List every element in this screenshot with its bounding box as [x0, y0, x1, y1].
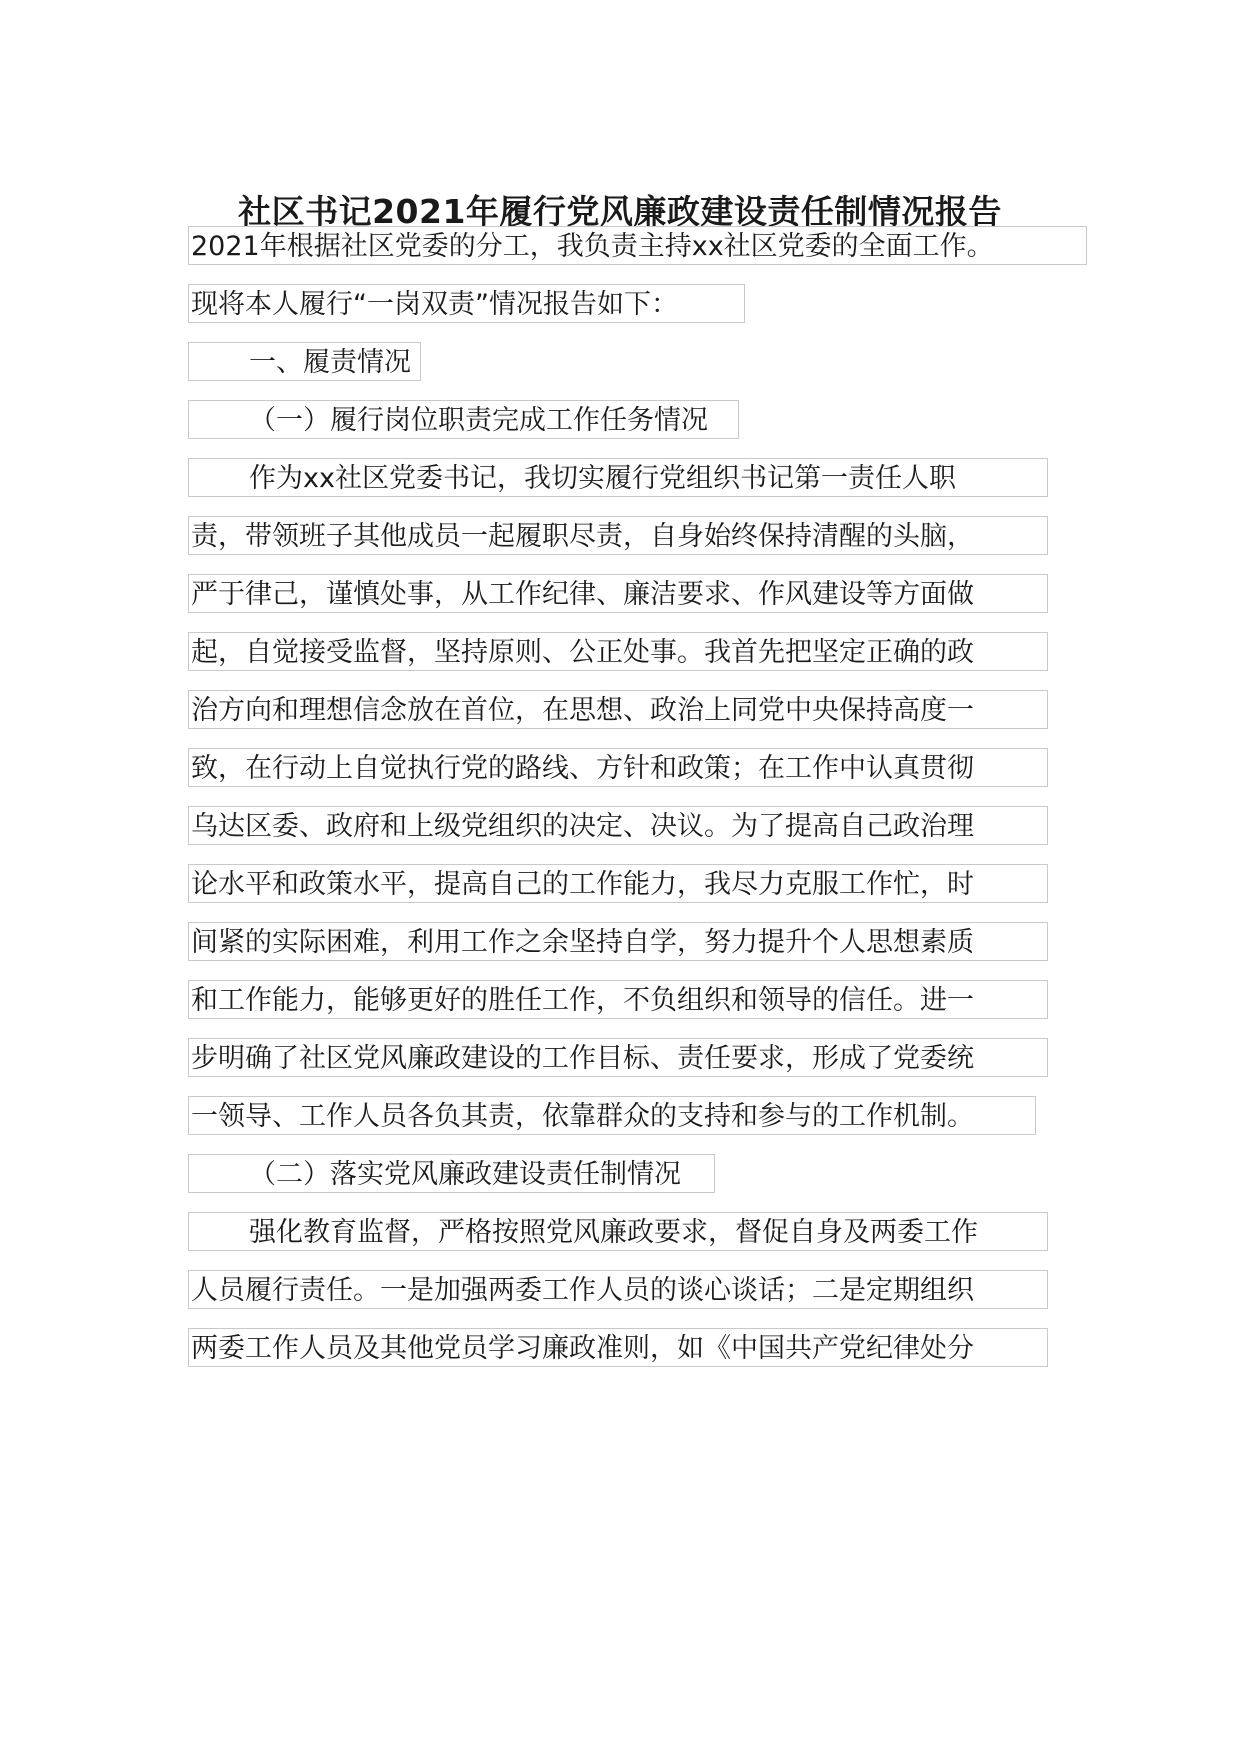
- paragraph-line: 现将本人履行“一岗双责”情况报告如下：: [188, 284, 745, 323]
- paragraph-line: 2021年根据社区党委的分工，我负责主持xx社区党委的全面工作。: [188, 226, 1087, 265]
- paragraph-line: 步明确了社区党风廉政建设的工作目标、责任要求，形成了党委统: [188, 1038, 1048, 1077]
- paragraph-line: 起，自觉接受监督，坚持原则、公正处事。我首先把坚定正确的政: [188, 632, 1048, 671]
- paragraph-line: 论水平和政策水平，提高自己的工作能力，我尽力克服工作忙，时: [188, 864, 1048, 903]
- paragraph-line: 乌达区委、政府和上级党组织的决定、决议。为了提高自己政治理: [188, 806, 1048, 845]
- paragraph-line: 严于律己，谨慎处事，从工作纪律、廉洁要求、作风建设等方面做: [188, 574, 1048, 613]
- paragraph-line: 两委工作人员及其他党员学习廉政准则，如《中国共产党纪律处分: [188, 1328, 1048, 1367]
- document-title: 社区书记2021年履行党风廉政建设责任制情况报告: [238, 192, 1002, 231]
- paragraph-line: 一领导、工作人员各负其责，依靠群众的支持和参与的工作机制。: [188, 1096, 1036, 1135]
- subsection-heading: （二）落实党风廉政建设责任制情况: [188, 1154, 715, 1193]
- paragraph-line: 作为xx社区党委书记，我切实履行党组织书记第一责任人职: [188, 458, 1048, 497]
- paragraph-line: 强化教育监督，严格按照党风廉政要求，督促自身及两委工作: [188, 1212, 1048, 1251]
- paragraph-line: 治方向和理想信念放在首位，在思想、政治上同党中央保持高度一: [188, 690, 1048, 729]
- paragraph-line: 和工作能力，能够更好的胜任工作，不负组织和领导的信任。进一: [188, 980, 1048, 1019]
- section-heading: 一、履责情况: [188, 342, 421, 381]
- paragraph-line: 致，在行动上自觉执行党的路线、方针和政策；在工作中认真贯彻: [188, 748, 1048, 787]
- paragraph-line: 责，带领班子其他成员一起履职尽责，自身始终保持清醒的头脑，: [188, 516, 1048, 555]
- subsection-heading: （一）履行岗位职责完成工作任务情况: [188, 400, 739, 439]
- paragraph-line: 人员履行责任。一是加强两委工作人员的谈心谈话；二是定期组织: [188, 1270, 1048, 1309]
- paragraph-line: 间紧的实际困难，利用工作之余坚持自学，努力提升个人思想素质: [188, 922, 1048, 961]
